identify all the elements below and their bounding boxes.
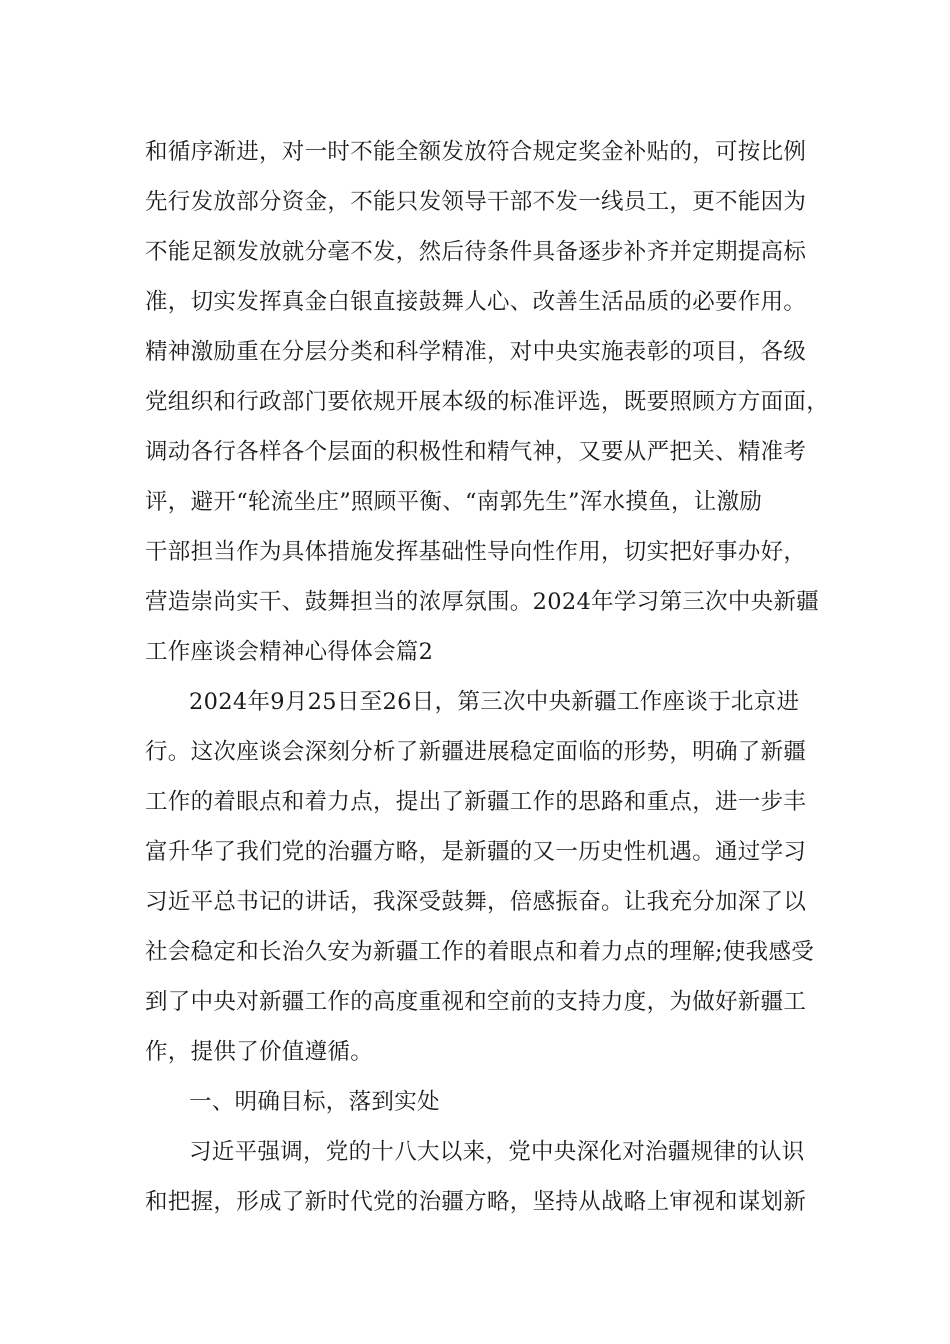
paragraph-line: 不能足额发放就分毫不发，然后待条件具备逐步补齐并定期提高标 [145, 239, 807, 265]
paragraph-line: 评，避开“轮流坐庄”照顾平衡、“南郭先生”浑水摸鱼，让激励 [145, 489, 763, 515]
paragraph-line: 作，提供了价值遵循。 [145, 1039, 374, 1065]
paragraph-line: 富升华了我们党的治疆方略，是新疆的又一历史性机遇。通过学习 [145, 839, 807, 865]
paragraph-line: 和把握，形成了新时代党的治疆方略，坚持从战略上审视和谋划新 [145, 1189, 807, 1215]
paragraph-line: 精神激励重在分层分类和科学精准，对中央实施表彰的项目，各级 [145, 339, 807, 365]
paragraph-line: 习近平总书记的讲话，我深受鼓舞，倍感振奋。让我充分加深了以 [145, 889, 807, 915]
paragraph-line: 和循序渐进，对一时不能全额发放符合规定奖金补贴的，可按比例 [145, 139, 807, 165]
section-heading: 一、明确目标，落到实处 [189, 1089, 440, 1115]
paragraph-line: 营造崇尚实干、鼓舞担当的浓厚氛围。2024年学习第三次中央新疆 [145, 589, 820, 615]
paragraph-line: 干部担当作为具体措施发挥基础性导向性作用，切实把好事办好， [145, 539, 807, 565]
paragraph-line: 2024年9月25日至26日，第三次中央新疆工作座谈于北京进 [189, 689, 800, 715]
paragraph-line: 社会稳定和长治久安为新疆工作的着眼点和着力点的理解;使我感受 [145, 939, 815, 965]
section-title-line: 工作座谈会精神心得体会篇2 [145, 639, 434, 665]
paragraph-line: 调动各行各样各个层面的积极性和精气神，又要从严把关、精准考 [145, 439, 807, 465]
paragraph-line: 工作的着眼点和着力点，提出了新疆工作的思路和重点，进一步丰 [145, 789, 807, 815]
paragraph-line: 先行发放部分资金，不能只发领导干部不发一线员工，更不能因为 [145, 189, 807, 215]
paragraph-line: 行。这次座谈会深刻分析了新疆进展稳定面临的形势，明确了新疆 [145, 739, 807, 765]
paragraph-line: 党组织和行政部门要依规开展本级的标准评选，既要照顾方方面面， [145, 389, 830, 415]
paragraph-line: 准，切实发挥真金白银直接鼓舞人心、改善生活品质的必要作用。 [145, 289, 807, 315]
paragraph-line: 到了中央对新疆工作的高度重视和空前的支持力度，为做好新疆工 [145, 989, 807, 1015]
paragraph-line: 习近平强调，党的十八大以来，党中央深化对治疆规律的认识 [189, 1139, 805, 1165]
